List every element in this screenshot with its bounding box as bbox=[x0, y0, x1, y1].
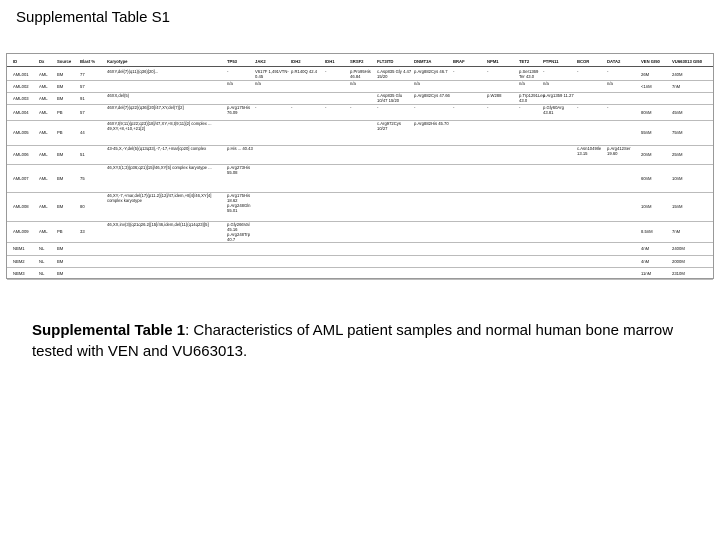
table-cell: V617F 1,491VTN- 0.45 bbox=[255, 69, 289, 79]
table-cell: n/a bbox=[350, 81, 356, 86]
table-cell: AML003 bbox=[13, 95, 29, 101]
table-cell: 15nM bbox=[672, 204, 683, 209]
table-cell: 46XY,t(9;11)(p22;q23)[18]/47,XY,+8,t(9;11)[2] complex ... 49,XY,+8,+10,+21[2] bbox=[107, 121, 212, 131]
table-cell: 46XX,del(5) bbox=[107, 93, 130, 98]
table-cell: AML bbox=[39, 204, 48, 209]
table-cell: - bbox=[325, 105, 327, 110]
table-cell: NL bbox=[39, 246, 45, 251]
table-cell: 51 bbox=[80, 152, 85, 157]
table-cell: - bbox=[255, 105, 257, 110]
table-cell: n/a bbox=[227, 81, 233, 86]
table-cell: c.Asp835 Glu 10/47 15/20 bbox=[377, 93, 403, 103]
table-cell: 77 bbox=[80, 71, 85, 77]
table-cell: 4nM bbox=[641, 258, 650, 264]
table-cell: - bbox=[453, 105, 455, 110]
table-cell: 46,XX,inv(3)(q21q26.2)[15]/46,idem,del(11)(q14q23)[5] bbox=[107, 222, 209, 227]
row-divider bbox=[7, 242, 713, 243]
column-header: TP53 bbox=[227, 59, 238, 64]
table-cell: BM bbox=[57, 95, 64, 101]
table-cell: p.Arg882His 45.70 bbox=[414, 121, 449, 126]
table-cell: - bbox=[325, 69, 327, 74]
table-caption bbox=[32, 320, 692, 362]
header-rule bbox=[7, 66, 713, 67]
table-cell: NBM1 bbox=[13, 246, 25, 251]
table-cell: p.Arg882Cys 47.66 bbox=[414, 93, 450, 98]
table-cell: 91 bbox=[80, 95, 85, 101]
column-header: SRSF2 bbox=[350, 59, 364, 64]
table-cell: BM bbox=[57, 246, 64, 251]
column-header: BCOR bbox=[577, 59, 590, 64]
table-cell: 75nM bbox=[672, 130, 683, 135]
table-cell: PB bbox=[57, 229, 63, 234]
table-cell: AML009 bbox=[13, 229, 29, 234]
column-header: IDH2 bbox=[291, 59, 301, 64]
table-cell: NBM2 bbox=[13, 258, 25, 264]
table-cell: NL bbox=[39, 270, 45, 276]
table-cell: c.Asp835 Gly 4.47 15/20 bbox=[377, 69, 412, 79]
table-cell: 80 bbox=[80, 204, 85, 209]
table-cell: - bbox=[607, 69, 609, 74]
column-header: DNMT3A bbox=[414, 59, 432, 64]
table-cell: - bbox=[519, 105, 521, 110]
column-header: Source bbox=[57, 59, 72, 64]
table-cell: 7nM bbox=[672, 83, 681, 89]
column-header: Karyotype bbox=[107, 59, 128, 64]
table-cell: 46XY,del(7)(q11)(q36)[20]... bbox=[107, 69, 159, 74]
table-cell: p.Gly60Arg 43.81 bbox=[543, 105, 564, 115]
table-cell: c.Asn1049Ile 13.15 bbox=[577, 146, 602, 156]
table-cell: p.Arg882Cys 46.7 bbox=[414, 69, 448, 74]
table-cell: - bbox=[350, 105, 352, 110]
table-cell: p.Ser1369 Ter 43.0 bbox=[519, 69, 539, 79]
table-cell: PB bbox=[57, 109, 63, 115]
table-cell: BM bbox=[57, 175, 64, 181]
table-cell: AML004 bbox=[13, 109, 29, 115]
caption-text: : Characteristics of AML patient samples and normal human bone marrow tested with VEN and VU663013. bbox=[32, 322, 674, 360]
table-cell: 75 bbox=[80, 175, 85, 181]
table-cell: 2310M bbox=[672, 270, 685, 276]
table-cell: AML bbox=[39, 175, 48, 181]
column-header: BRAF bbox=[453, 59, 465, 64]
table-cell: p.Trp1291Leu 43.0 bbox=[519, 93, 545, 103]
table-cell: AML008 bbox=[13, 204, 29, 209]
table-cell: 25nM bbox=[672, 152, 683, 157]
table-cell: AML002 bbox=[13, 83, 29, 89]
table-cell: AML bbox=[39, 95, 48, 101]
table-cell: - bbox=[227, 69, 229, 74]
table-cell: - bbox=[414, 105, 416, 110]
supplemental-table bbox=[6, 53, 714, 279]
table-cell: p.Arg1359 11.27 bbox=[543, 93, 574, 98]
table-cell: 240M bbox=[672, 71, 683, 77]
table-cell: BM bbox=[57, 258, 64, 264]
table-cell: BM bbox=[57, 71, 64, 77]
column-header: JAK2 bbox=[255, 59, 266, 64]
table-cell: 4nM bbox=[641, 246, 650, 251]
column-header: FLT3ITD bbox=[377, 59, 394, 64]
column-header: DATA2 bbox=[607, 59, 621, 64]
column-header: NPM1 bbox=[487, 59, 499, 64]
column-header: TET2 bbox=[519, 59, 530, 64]
table-cell: 80nM bbox=[641, 109, 652, 115]
table-cell: p.Arg175His 18.62 p.Arg248Gln 55.01 bbox=[227, 193, 251, 213]
table-cell: - bbox=[487, 105, 489, 110]
table-cell: p.His ... 40.43 bbox=[227, 146, 253, 151]
page-title: Supplemental Table S1 bbox=[16, 9, 170, 26]
table-cell: - bbox=[377, 105, 379, 110]
column-header: VU663013 GI50 bbox=[672, 59, 703, 64]
caption-label: Supplemental Table 1 bbox=[32, 322, 186, 339]
table-cell: n/a bbox=[543, 81, 549, 86]
table-cell: - bbox=[487, 69, 489, 74]
row-divider bbox=[7, 255, 713, 256]
table-cell: AML007 bbox=[13, 175, 29, 181]
table-cell: 33 bbox=[80, 229, 85, 234]
table-cell: AML bbox=[39, 83, 48, 89]
table-cell: AML001 bbox=[13, 71, 29, 77]
row-divider bbox=[7, 267, 713, 268]
table-cell: - bbox=[543, 69, 545, 74]
table-cell: 46,XY,t(1;3)(p36;q21)[15]/46,XY[5] complex karyotype ... bbox=[107, 165, 212, 170]
table-cell: p.W288 bbox=[487, 93, 502, 98]
table-cell: PB bbox=[57, 130, 63, 135]
row-divider bbox=[7, 279, 713, 280]
table-cell: p.Pro95His 46.84 bbox=[350, 69, 371, 79]
table-cell: p.Arg273His 55.08 bbox=[227, 165, 251, 175]
table-cell: n/a bbox=[414, 81, 420, 86]
table-cell: 2400M bbox=[672, 246, 685, 251]
table-cell: 44 bbox=[80, 130, 85, 135]
table-cell: 43-45,X,-Y,del(5)(q13q33),-7,-17,+mar[cp20] complex bbox=[107, 146, 207, 151]
table-cell: n/a bbox=[255, 81, 261, 86]
table-cell: 57 bbox=[80, 109, 85, 115]
table-cell: AML bbox=[39, 229, 48, 234]
table-cell: 45nM bbox=[672, 109, 683, 115]
table-cell: AML bbox=[39, 71, 48, 77]
table-cell: 46,XY,-7,+mar,del(17)(p11.2)[12]/47,idem,+8[4]/46,XY[4] complex karyotype bbox=[107, 193, 212, 203]
table-cell: AML bbox=[39, 152, 48, 157]
table-cell: 55nM bbox=[641, 130, 652, 135]
column-header: PTPN11 bbox=[543, 59, 559, 64]
table-cell: - bbox=[607, 105, 609, 110]
table-cell: AML006 bbox=[13, 152, 29, 157]
table-cell: AML005 bbox=[13, 130, 29, 135]
table-cell: - bbox=[577, 69, 579, 74]
table-cell: 60nM bbox=[641, 175, 652, 181]
table-cell: c.Arg972Cys 10/27 bbox=[377, 121, 401, 131]
table-cell: 57 bbox=[80, 83, 85, 89]
column-header: Dx bbox=[39, 59, 45, 64]
table-cell: p.Arg175His 76.09 bbox=[227, 105, 251, 115]
column-header: IDH1 bbox=[325, 59, 335, 64]
table-cell: 20nM bbox=[641, 152, 652, 157]
table-cell: 26M bbox=[641, 71, 650, 77]
table-cell: n/a bbox=[607, 81, 613, 86]
table-cell: 11nM bbox=[641, 270, 652, 276]
table-cell: <1nM bbox=[641, 83, 652, 89]
table-cell: - bbox=[291, 105, 293, 110]
table-cell: 10nM bbox=[641, 204, 652, 209]
table-cell: 2000M bbox=[672, 258, 685, 264]
table-cell: 46XY,del(7)(q22)(q36)[20]/47,XY,del(7)[2] bbox=[107, 105, 184, 110]
column-header: VEN GI50 bbox=[641, 59, 660, 64]
table-cell: - bbox=[577, 105, 579, 110]
table-cell: n/a bbox=[519, 81, 525, 86]
table-cell: BM bbox=[57, 270, 64, 276]
table-cell: 7nM bbox=[672, 229, 681, 234]
table-cell: BM bbox=[57, 152, 64, 157]
table-cell: BM bbox=[57, 204, 64, 209]
table-cell: BM bbox=[57, 83, 64, 89]
table-cell: AML bbox=[39, 109, 48, 115]
table-cell: - bbox=[453, 69, 455, 74]
table-cell: AML bbox=[39, 130, 48, 135]
table-cell: p.Arg412Ser 19.60 bbox=[607, 146, 631, 156]
table-cell: NBM3 bbox=[13, 270, 25, 276]
table-cell: 8.5nM bbox=[641, 229, 653, 234]
column-header: ID bbox=[13, 59, 18, 64]
table-cell: NL bbox=[39, 258, 45, 264]
column-header: Blast % bbox=[80, 59, 96, 64]
table-cell: p.Gly266Val 45.16 p.Arg248Trp 40.7 bbox=[227, 222, 251, 242]
table-cell: p.R140Q 42.4 bbox=[291, 69, 318, 74]
table-cell: 10nM bbox=[672, 175, 683, 181]
